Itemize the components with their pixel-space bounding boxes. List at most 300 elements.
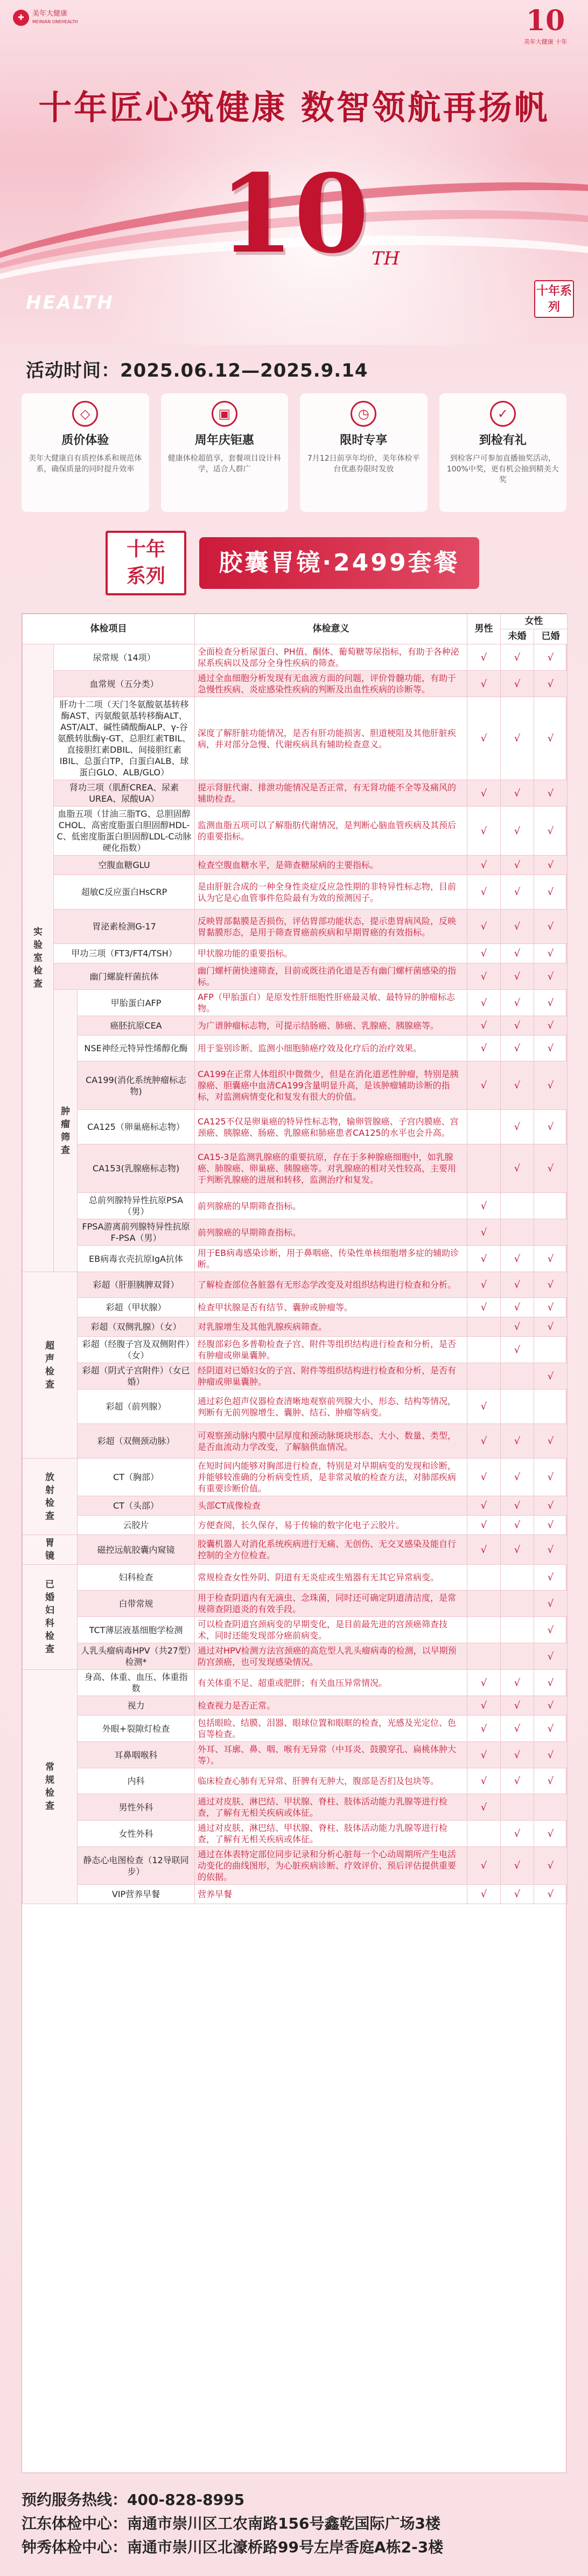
activity-time: 活动时间：2025.06.12—2025.9.14 [26,360,368,381]
unmarried-check [501,1643,534,1670]
exam-item: 肝功十二项（天门冬氨酸氨基转移酶AST、丙氨酸氨基转移酶ALT、AST/ALT、碱性磷酸酶ALP、γ-谷氨酰转肽酶γ-GT、总胆红素TBIL、直接胆红素DBIL、间接胆红素IBIL、总蛋白TP、白蛋白ALB、球蛋白GLO、ALB/GLO） [54,697,195,780]
exam-meaning: 用于鉴别诊断、监测小细胞肺癌疗效及化疗后的治疗效果。 [195,1036,467,1061]
unmarried-check [501,1193,534,1219]
exam-meaning: 可观察颈动脉内膜中层厚度和颈动脉斑块形态、大小、数量、类型，是否血流动力学改变，了解脑供血情况。 [195,1424,467,1459]
exam-meaning: 前列腺癌的早期筛查指标。 [195,1219,467,1246]
series-tag [106,531,186,595]
exam-item: 妇科检查 [78,1565,195,1591]
exam-item: 云胶片 [78,1516,195,1535]
exam-item: 彩超（阴式子宫附件）（女已婚） [78,1363,195,1390]
unmarried-check: √ [501,1459,534,1496]
unmarried-check: √ [501,807,534,856]
table-row [23,807,568,856]
married-check [534,1337,568,1363]
category-radiology: 放 射 检 查 [23,1459,78,1535]
married-check: √ [534,1617,568,1643]
exam-meaning: CA15-3是监测乳腺癌的重要抗原，存在于多种腺癌细胞中，如乳腺癌、肺腺癌、卵巢癌、胰腺癌等。对乳腺癌的相对关性较高，主要用于判断乳腺癌的进展和转移，监测治疗和复发。 [195,1144,467,1193]
exam-meaning: 有关体重不足、超重或肥胖；有关血压异常情况。 [195,1670,467,1696]
male-check: √ [467,1696,501,1716]
exam-item: TCT薄层液基细胞学检测 [78,1617,195,1643]
exam-meaning: 了解检查部位各脏器有无形态学改变及对组织结构进行检查和分析。 [195,1272,467,1298]
married-check: √ [534,697,568,780]
header-male: 男性 [467,614,501,644]
exam-meaning: 通过对皮肤、淋巴结、甲状腺、脊柱、肢体活动能力乳腺等进行检查，了解有无相关疾病或体征。 [195,1821,467,1847]
exam-item: CA125（卵巢癌标志物） [78,1110,195,1144]
feature-title: 质价体验 [61,434,109,447]
unmarried-check: √ [501,1061,534,1110]
hero-big-number: 10 [219,151,369,277]
hero-health-text: HEALTH [26,292,114,314]
exam-item: CT（头部） [78,1496,195,1516]
male-check: √ [467,807,501,856]
exam-meaning: 深度了解肝脏功能情况，是否有肝功能损害、胆道梗阻及其他肝脏疾病，并对部分急慢、代谢疾病具有辅助检查意义。 [195,697,467,780]
table-row [23,671,568,697]
male-check: √ [467,1742,501,1768]
table-row [23,1144,568,1193]
male-check: √ [467,1847,501,1885]
unmarried-check: √ [501,1847,534,1885]
male-check: √ [467,1424,501,1459]
exam-meaning: AFP（甲胎蛋白）是原发性肝细胞性肝癌最灵敏、最特异的肿瘤标志物。 [195,990,467,1016]
married-check [534,1390,568,1424]
table-row [23,944,568,963]
exam-item: CT（胸部） [78,1459,195,1496]
exam-item: 彩超（肝胆胰脾双肾） [78,1272,195,1298]
table-row [23,1459,568,1496]
married-check: √ [534,1847,568,1885]
unmarried-check [501,1219,534,1246]
unmarried-check: √ [501,875,534,909]
unmarried-check [501,1794,534,1821]
category-gastro: 胃 镜 [23,1535,78,1565]
unmarried-check: √ [501,1337,534,1363]
exam-item: 视力 [78,1696,195,1716]
male-check [467,1821,501,1847]
header-married: 已婚 [534,629,568,644]
male-check: √ [467,1298,501,1317]
male-check: √ [467,1768,501,1794]
exam-meaning: 是由肝脏合成的一种全身性炎症反应急性期的非特异性标志物，目前认为它是心血管事件危险最有为效的预测因子。 [195,875,467,909]
exam-item: 身高、体重、血压、体重指数 [78,1670,195,1696]
exam-item: 外眼+裂隙灯检查 [78,1716,195,1742]
male-check [467,1565,501,1591]
unmarried-check: √ [501,909,534,944]
married-check [534,1794,568,1821]
unmarried-check: √ [501,1110,534,1144]
hero-suffix: TH [372,248,400,269]
male-check [467,1337,501,1363]
male-check: √ [467,1036,501,1061]
married-check: √ [534,1061,568,1110]
header-item: 体检项目 [23,614,195,644]
cart-icon: ✓ [490,401,516,427]
male-check: √ [467,671,501,697]
unmarried-check: √ [501,1516,534,1535]
exam-item: 彩超（双侧颈动脉） [78,1424,195,1459]
table-row [23,1390,568,1424]
exam-meaning: 用于EB病毒感染诊断，用于鼻咽癌、传染性单核细胞增多症的辅助诊断。 [195,1246,467,1272]
exam-meaning: 甲状腺功能的重要指标。 [195,944,467,963]
exam-item: 彩超（经腹子宫及双侧附件）（女） [78,1337,195,1363]
unmarried-check [501,1565,534,1591]
table-row [23,1643,568,1670]
male-check [467,1144,501,1193]
unmarried-check: √ [501,1821,534,1847]
exam-item: 女性外科 [78,1821,195,1847]
married-check: √ [534,856,568,875]
male-check: √ [467,1496,501,1516]
unmarried-check: √ [501,1424,534,1459]
male-check: √ [467,1219,501,1246]
feature-desc: 到检客户可参加直播抽奖活动，100%中奖，更有机会抽到精美大奖 [446,454,559,484]
unmarried-check: √ [501,671,534,697]
married-check: √ [534,1670,568,1696]
exam-item: 耳鼻咽喉科 [78,1742,195,1768]
exam-meaning: 临床检查心肺有无异常、肝脾有无肿大，腹部是否扪及包块等。 [195,1768,467,1794]
exam-meaning: 幽门螺杆菌快速筛查，目前或既往消化道是否有幽门螺杆菌感染的指标。 [195,963,467,990]
male-check: √ [467,1016,501,1036]
table-row [23,1696,568,1716]
married-check: √ [534,1110,568,1144]
married-check: √ [534,671,568,697]
exam-meaning: CA125不仅是卵巢癌的特异性标志物，输卵管腺癌、子宫内膜癌、宫颈癌、胰腺癌、肠癌、乳腺癌和肺癌患者CA125的水平也会升高。 [195,1110,467,1144]
table-row [23,1036,568,1061]
feature-card [161,393,289,512]
table-row [23,697,568,780]
exam-meaning: 可以检查阴道宫颈病变的早期变化，是目前最先进的宫颈癌筛查技术，同时还能发现部分癌前病变。 [195,1617,467,1643]
unmarried-check [501,1617,534,1643]
male-check [467,1591,501,1617]
male-check: √ [467,1535,501,1565]
table-row [23,1670,568,1696]
feature-card [439,393,567,512]
table-row [23,909,568,944]
gift-icon: ▣ [212,401,237,427]
exam-item: 甲功三项（FT3/FT4/TSH） [54,944,195,963]
feature-desc: 美年大健康自有质控体系和规范体系，确保质量的同时提升效率 [29,454,142,474]
exam-meaning: 经阴道对已婚妇女的子宫、附件等组织结构进行检查和分析，是否有肿瘤或卵巢囊肿。 [195,1363,467,1390]
married-check: √ [534,990,568,1016]
feature-title: 周年庆钜惠 [194,434,254,447]
married-check: √ [534,1016,568,1036]
table-row [23,1821,568,1847]
exam-meaning: 常规检查女性外阴、阴道有无炎症或生殖器有无其它异常病变。 [195,1565,467,1591]
hotline[interactable]: 预约服务热线：400-828-8995 [22,2491,245,2509]
married-check: √ [534,1716,568,1742]
married-check: √ [534,1496,568,1516]
series-tag-line2: 系列 [126,565,165,587]
exam-item: 幽门螺旋杆菌抗体 [54,963,195,990]
exam-meaning: 通过彩色超声仪器检查清晰地观察前列腺大小、形态、结构等情况，判断有无前列腺增生、囊肿、结石、肿瘤等病变。 [195,1390,467,1424]
package-banner [106,531,479,595]
footer [22,2488,566,2559]
table-row [23,1317,568,1337]
header-sense: 体检意义 [195,614,467,644]
table-row [23,1424,568,1459]
unmarried-check: √ [501,1246,534,1272]
unmarried-check: √ [501,644,534,671]
male-check: √ [467,1061,501,1110]
unmarried-check: √ [501,1298,534,1317]
exam-item: 空腹血糖GLU [54,856,195,875]
clock-icon: ◷ [351,401,376,427]
series-tag-line1: 十年 [126,538,165,560]
table-row [23,1193,568,1219]
table-row [23,1272,568,1298]
exam-meaning: 包括眼睑、结膜、泪器、眼球位置和眼眶的检查，光感及光定位、色盲等检查。 [195,1716,467,1742]
exam-meaning: 对乳腺增生及其他乳腺疾病筛查。 [195,1317,467,1337]
exam-meaning: 营养早餐 [195,1885,467,1904]
exam-item: 内科 [78,1768,195,1794]
table-row [23,1847,568,1885]
unmarried-check: √ [501,1670,534,1696]
category-lab: 实 验 室 检 查 [23,644,54,1272]
male-check: √ [467,1272,501,1298]
feature-title: 到检有礼 [479,434,527,447]
exam-meaning: 通过对HPV检测方法宫颈癌的高危型人乳头瘤病毒的检测，以早期预防宫颈癌，也可发现感染情况。 [195,1643,467,1670]
hero-banner [0,0,588,345]
exam-item: VIP营养早餐 [78,1885,195,1904]
married-check: √ [534,1363,568,1390]
married-check: √ [534,1144,568,1193]
unmarried-check [501,1591,534,1617]
feature-card [300,393,428,512]
exam-item: 肾功三项（肌酐CREA、尿素UREA、尿酸UA） [54,780,195,807]
unmarried-check: √ [501,963,534,990]
table-row [23,1016,568,1036]
table-row [23,856,568,875]
table-row [23,1496,568,1516]
married-check: √ [534,1036,568,1061]
exam-meaning: 检查视力是否正常。 [195,1696,467,1716]
brand-logo[interactable] [13,10,78,26]
table-row [23,1535,568,1565]
exam-item: 甲胎蛋白AFP [78,990,195,1016]
unmarried-check [501,1363,534,1390]
exam-item: 男性外科 [78,1794,195,1821]
exam-item: 尿常规（14项） [54,644,195,671]
brand-name-en: MEINIAN ONEHEALTH [32,19,78,24]
exam-meaning: 用于检查阴道内有无滴虫、念珠菌，同时还可确定阴道清洁度，是常规筛查阴道炎的有效手段。 [195,1591,467,1617]
exam-item: EB病毒衣壳抗原IgA抗体 [78,1246,195,1272]
unmarried-check: √ [501,1535,534,1565]
married-check: √ [534,1565,568,1591]
table-row [23,1061,568,1110]
exam-meaning: 提示肾脏代谢、排泄功能情况是否正常，有无肾功能不全等及痛风的辅助检查。 [195,780,467,807]
unmarried-check: √ [501,1036,534,1061]
married-check: √ [534,780,568,807]
table-row [23,1110,568,1144]
table-row [23,963,568,990]
married-check [534,1219,568,1246]
table-row [23,1363,568,1390]
unmarried-check: √ [501,856,534,875]
married-check: √ [534,1768,568,1794]
exam-meaning: 检查甲状腺是否有结节、囊肿或肿瘤等。 [195,1298,467,1317]
table-row [23,1716,568,1742]
male-check: √ [467,1516,501,1535]
married-check: √ [534,807,568,856]
table-row [23,1742,568,1768]
male-check: √ [467,1390,501,1424]
male-check: √ [467,644,501,671]
category-ultrasound: 超 声 检 查 [23,1272,78,1459]
exam-meaning: 全面检查分析尿蛋白、PH值、酮体、葡萄糖等尿指标，有助于各种泌尿系疾病以及部分全身性疾病的筛查。 [195,644,467,671]
page-title: 十年匠心筑健康 数智领航再扬帆 [38,88,550,127]
exam-item: CA199(消化系统肿瘤标志物) [78,1061,195,1110]
feature-card [22,393,149,512]
married-check: √ [534,944,568,963]
exam-meaning: 通过全血细胞分析发现有无血液方面的问题，评价骨髓功能，有助于急慢性疾病、炎症感染性疾病的判断及出血性疾病的诊断等。 [195,671,467,697]
married-check: √ [534,1821,568,1847]
unmarried-check [501,1390,534,1424]
exam-item: 彩超（双侧乳腺）（女） [78,1317,195,1337]
married-check: √ [534,1643,568,1670]
anniversary-logo [516,4,575,53]
married-check: √ [534,1535,568,1565]
married-check: √ [534,875,568,909]
unmarried-check: √ [501,780,534,807]
male-check: √ [467,697,501,780]
package-table [22,613,566,2473]
married-check: √ [534,1516,568,1535]
male-check: √ [467,944,501,963]
male-check: √ [467,963,501,990]
exam-item: 白带常规 [78,1591,195,1617]
married-check: √ [534,909,568,944]
male-check: √ [467,780,501,807]
male-check [467,1363,501,1390]
male-check: √ [467,909,501,944]
married-check: √ [534,1885,568,1904]
brand-mark-icon: ✚ [13,10,29,26]
unmarried-check: √ [501,1317,534,1337]
table-row [23,1298,568,1317]
male-check: √ [467,1885,501,1904]
table-row [23,1516,568,1535]
exam-item: 磁控远航胶囊内窥镜 [78,1535,195,1565]
table-row [23,1219,568,1246]
married-check: √ [534,644,568,671]
feature-desc: 健康体检超值享，套餐项目设计科学，适合人群广 [167,454,281,474]
male-check: √ [467,1193,501,1219]
table-row [23,780,568,807]
exam-item: 彩超（甲状腺） [78,1298,195,1317]
table-row [23,1337,568,1363]
exam-meaning: CA199在正常人体组织中微微少，但是在消化道恶性肿瘤，特别是胰腺癌、胆囊癌中血清CA199含量明显升高，是该肿瘤辅助诊断的指标，对监测病情变化和复发有很大的价值。 [195,1061,467,1110]
table-row [23,1768,568,1794]
package-name: 胶囊胃镜·2499套餐 [199,537,479,589]
table-row [23,644,568,671]
table-row [23,1591,568,1617]
unmarried-check: √ [501,1272,534,1298]
exam-meaning: 方便查阅，长久保存，易于传输的数字化电子云胶片。 [195,1516,467,1535]
exam-item: 彩超（前列腺） [78,1390,195,1424]
table-row [23,1246,568,1272]
married-check: √ [534,1742,568,1768]
brand-name: 美年大健康 [32,9,68,18]
exam-meaning: 外耳、耳廓、鼻、咽、喉有无异常（中耳炎、鼓膜穿孔、扁桃体肿大等）。 [195,1742,467,1768]
married-check: √ [534,1272,568,1298]
exam-meaning: 头部CT成像检查 [195,1496,467,1516]
unmarried-check: √ [501,1716,534,1742]
exam-item: 人乳头瘤病毒HPV（共27型）检测* [78,1643,195,1670]
married-check: √ [534,1246,568,1272]
table-row [23,1617,568,1643]
married-check [534,1193,568,1219]
header-unmarried: 未婚 [501,629,534,644]
married-check: √ [534,1459,568,1496]
married-check: √ [534,1696,568,1716]
exam-meaning: 监测血脂五项可以了解脂肪代谢情况，是判断心脑血管疾病及其预后的重要指标。 [195,807,467,856]
diamond-icon: ◇ [72,401,98,427]
male-check: √ [467,1459,501,1496]
unmarried-check: √ [501,1144,534,1193]
anniversary-number: 10 [526,4,565,37]
table-row [23,875,568,909]
exam-item: 癌胚抗原CEA [78,1016,195,1036]
unmarried-check: √ [501,1885,534,1904]
unmarried-check: √ [501,1496,534,1516]
category-married: 已 婚 妇 科 检 查 [23,1565,78,1670]
male-check [467,1110,501,1144]
married-check: √ [534,1317,568,1337]
exam-meaning: 检查空腹血糖水平，是筛查糖尿病的主要指标。 [195,856,467,875]
exam-meaning: 通过对皮肤、淋巴结、甲状腺、脊柱、肢体活动能力乳腺等进行检查，了解有无相关疾病或体征。 [195,1794,467,1821]
exam-item: NSE神经元特异性烯醇化酶 [78,1036,195,1061]
unmarried-check: √ [501,697,534,780]
unmarried-check: √ [501,1016,534,1036]
exam-meaning: 前列腺癌的早期筛查指标。 [195,1193,467,1219]
series-badge: 十年系列 [534,280,574,318]
center-address-2: 钟秀体检中心：南通市崇川区北濠桥路99号左岸香庭A栋2-3楼 [22,2538,444,2556]
married-check: √ [534,963,568,990]
feature-desc: 7月12日前享年均价，美年体检平台优惠券限时发放 [307,454,420,474]
anniversary-caption: 美年大健康 十年 [523,38,568,45]
exam-meaning: 为广谱肿瘤标志物，可提示结肠癌、肺癌、乳腺癌、胰腺癌等。 [195,1016,467,1036]
male-check: √ [467,856,501,875]
unmarried-check: √ [501,944,534,963]
center-address-1: 江东体检中心：南通市崇川区工农南路156号鑫乾国际广场3楼 [22,2515,440,2532]
male-check: √ [467,990,501,1016]
male-check: √ [467,875,501,909]
exam-meaning: 胶囊机器人对消化系统疾病进行无痛、无创伤、无交叉感染及能自行控制的全方位检查。 [195,1535,467,1565]
unmarried-check: √ [501,1696,534,1716]
male-check [467,1617,501,1643]
male-check: √ [467,1670,501,1696]
unmarried-check: √ [501,990,534,1016]
table-row [23,990,568,1016]
exam-item: FPSA游离前列腺特异性抗原F-PSA（男） [78,1219,195,1246]
married-check: √ [534,1424,568,1459]
exam-item: 胃泌素检测G-17 [54,909,195,944]
exam-meaning: 经腹部彩色多普勒检查子宫、附件等组织结构进行检查和分析，是否有肿瘤或卵巢囊肿。 [195,1337,467,1363]
exam-meaning: 反映胃部黏膜是否损伤，评估胃部功能状态，提示患胃病风险，反映胃黏膜形态，是用于筛查胃癌前疾病和早期胃癌的有效指标。 [195,909,467,944]
header-female: 女性 [501,614,568,629]
exam-item: 血常规（五分类） [54,671,195,697]
exam-item: CA153(乳腺癌标志物) [78,1144,195,1193]
exam-item: 超敏C反应蛋白HsCRP [54,875,195,909]
exam-meaning: 在短时间内能够对胸部进行检查，特别是对早期病变的发现和诊断，并能够较准确的分析病变性质，是非常灵敏的检查方法，对肺部疾病有重要诊断价值。 [195,1459,467,1496]
male-check: √ [467,1794,501,1821]
male-check [467,1643,501,1670]
married-check: √ [534,1298,568,1317]
male-check: √ [467,1246,501,1272]
unmarried-check: √ [501,1742,534,1768]
unmarried-check: √ [501,1768,534,1794]
feature-list [22,393,566,512]
male-check: √ [467,1716,501,1742]
